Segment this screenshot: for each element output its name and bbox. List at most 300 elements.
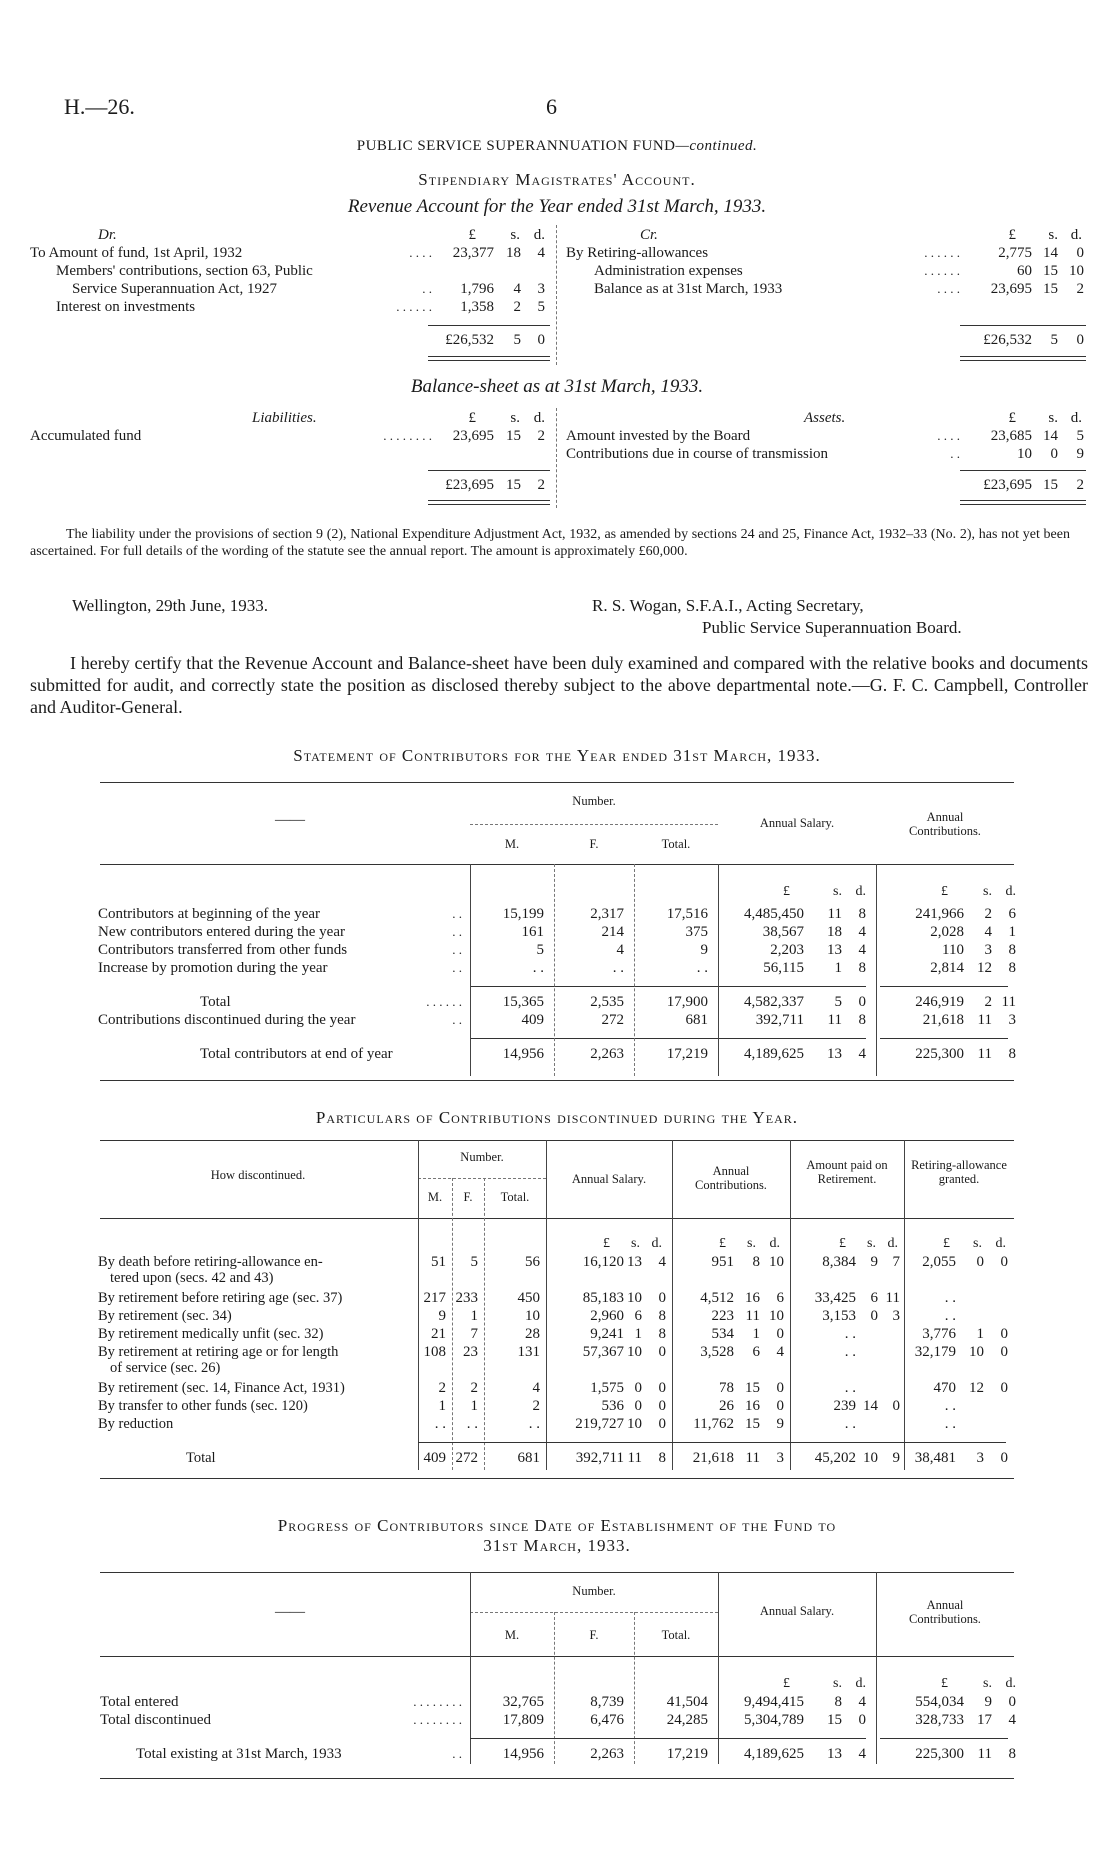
statement-row-label: Increase by promotion during the year <box>98 960 328 976</box>
cr-unit-pence: d. <box>1070 227 1082 243</box>
particulars-row-contrib-pounds: 21,618 <box>692 1450 734 1466</box>
particulars-row-contrib-pence: 10 <box>769 1254 784 1270</box>
particulars-unit-pounds: £ <box>839 1236 846 1251</box>
progress-title-line2: 31st March, 1933. <box>483 1536 631 1555</box>
particulars-row-total: 2 <box>532 1398 540 1414</box>
particulars-row-allowance-pounds: . . <box>944 1290 956 1306</box>
particulars-row-label: By retirement (sec. 34) <box>98 1308 232 1324</box>
statement-row-leader: . . . . . . <box>426 994 462 1009</box>
particulars-row-female: 5 <box>470 1254 478 1270</box>
particulars-row-salary-shillings: 10 <box>627 1344 642 1360</box>
particulars-row-male: 21 <box>431 1326 446 1342</box>
asset-row-shillings: 0 <box>1050 446 1058 462</box>
cr-total-pounds: £26,532 <box>983 332 1032 348</box>
particulars-row-paid-pounds: 45,202 <box>814 1450 856 1466</box>
particulars-unit-shillings: s. <box>631 1236 640 1251</box>
progress-total-header: Total. <box>661 1628 691 1642</box>
particulars-total-header: Total. <box>500 1190 530 1204</box>
dr-row-shillings: 2 <box>513 299 521 315</box>
particulars-row-allowance-pounds: 38,481 <box>914 1450 956 1466</box>
statement-salary-header: Annual Salary. <box>759 816 835 830</box>
statement-row-salary-pence: 4 <box>858 1046 866 1062</box>
cr-row-shillings: 15 <box>1043 281 1058 297</box>
progress-row-total: 17,219 <box>666 1746 708 1762</box>
cr-row-leader: . . . . . . <box>924 245 960 260</box>
cr-unit-shillings: s. <box>1048 227 1058 243</box>
liab-unit-pounds: £ <box>468 410 476 426</box>
progress-contrib-header: Annual Contributions. <box>909 1598 981 1626</box>
statement-total-header: Total. <box>661 837 691 851</box>
statement-row-salary-shillings: 5 <box>834 994 842 1010</box>
cr-row-pounds: 60 <box>1017 263 1032 279</box>
cr-row-pounds: 2,775 <box>998 245 1032 261</box>
cr-row-label: By Retiring-allowances <box>566 245 709 261</box>
particulars-row-paid-shillings: 14 <box>863 1398 878 1414</box>
liab-row-pence: 2 <box>537 428 545 444</box>
statement-body-divider <box>718 864 719 1076</box>
statement-final-rule2 <box>880 1038 1008 1039</box>
balance-title: Balance-sheet as at 31st March, 1933. <box>410 376 704 397</box>
statement-row-salary-pence: 4 <box>858 942 866 958</box>
particulars-row-salary-shillings: 13 <box>627 1254 642 1270</box>
liability-note <box>30 526 1070 560</box>
particulars-m-header: M. <box>427 1190 443 1204</box>
page-ref: H.—26. <box>64 94 135 119</box>
statement-sal-unit-pounds: £ <box>783 884 790 899</box>
dr-total-rule <box>428 325 550 326</box>
dr-total-shillings: 5 <box>513 332 521 348</box>
particulars-dash-divider <box>484 1178 485 1470</box>
particulars-row-contrib-shillings: 16 <box>745 1398 760 1414</box>
liab-row-label: Accumulated fund <box>30 428 142 444</box>
progress-row-total: 24,285 <box>666 1712 708 1728</box>
particulars-unit-pence: d. <box>995 1236 1006 1251</box>
statement-number-rule <box>470 824 718 825</box>
asset-row-label: Amount invested by the Board <box>566 428 751 444</box>
particulars-row-paid-shillings: 9 <box>870 1254 878 1270</box>
particulars-row-paid-pence: 0 <box>892 1398 900 1414</box>
cr-row-shillings: 14 <box>1043 245 1058 261</box>
particulars-header-bottom-rule <box>100 1218 1014 1219</box>
particulars-row-allowance-pence: 0 <box>1000 1326 1008 1342</box>
particulars-row-label: By retirement at retiring age or for length <box>98 1344 339 1360</box>
statement-con-unit-pence: d. <box>1005 884 1016 899</box>
particulars-row-salary-pounds: 2,960 <box>590 1308 624 1324</box>
particulars-row-salary-pence: 0 <box>658 1416 666 1432</box>
particulars-row-label: By retirement (sec. 14, Finance Act, 1931) <box>98 1380 345 1396</box>
particulars-row-paid-pounds: . . <box>844 1326 856 1342</box>
dr-row-pence: 4 <box>537 245 545 261</box>
asset-row-leader: . . <box>950 446 960 461</box>
asset-unit-pounds: £ <box>1008 410 1016 426</box>
particulars-row-allowance-shillings: 3 <box>976 1450 984 1466</box>
statement-row-salary-pounds: 56,115 <box>763 960 804 976</box>
statement-row-male: 15,365 <box>502 994 544 1010</box>
statement-row-leader: . . <box>452 960 462 975</box>
statement-row-salary-pence: 4 <box>858 924 866 940</box>
particulars-top-rule <box>100 1140 1014 1141</box>
dr-unit-pence: d. <box>533 227 545 243</box>
progress-row-contrib-shillings: 11 <box>977 1746 992 1762</box>
dr-total-double-rule <box>428 356 550 361</box>
particulars-row-salary-pounds: 16,120 <box>582 1254 624 1270</box>
cr-row-pence: 0 <box>1076 245 1084 261</box>
liab-total-pounds: £23,695 <box>445 477 494 493</box>
statement-row-male: . . <box>532 960 544 976</box>
particulars-row-salary-pounds: 1,575 <box>590 1380 624 1396</box>
particulars-row-allowance-pounds: 470 <box>933 1380 956 1396</box>
statement-row-label: Total contributors at end of year <box>200 1046 393 1062</box>
particulars-row-total: 56 <box>525 1254 540 1270</box>
particulars-row-salary-pence: 0 <box>658 1380 666 1396</box>
statement-row-total: 9 <box>700 942 708 958</box>
particulars-row-paid-pounds: . . <box>844 1416 856 1432</box>
asset-row-pounds: 23,685 <box>990 428 1032 444</box>
particulars-row-label-cont: of service (sec. 26) <box>110 1360 221 1376</box>
particulars-row-female: 23 <box>463 1344 478 1360</box>
statement-row-label: New contributors entered during the year <box>98 924 345 940</box>
statement-sal-unit-pence: d. <box>855 884 866 899</box>
statement-row-salary-pounds: 392,711 <box>755 1012 804 1028</box>
progress-row-contrib-shillings: 17 <box>977 1712 992 1728</box>
asset-row-leader: . . . . <box>937 428 960 443</box>
statement-body-divider <box>876 864 877 1076</box>
progress-dash: —— <box>275 1604 305 1620</box>
statement-bottom-rule <box>100 1080 1014 1081</box>
liab-total-shillings: 15 <box>506 477 521 493</box>
particulars-row-contrib-pounds: 4,512 <box>700 1290 734 1306</box>
asset-unit-pence: d. <box>1070 410 1082 426</box>
particulars-row-female: 7 <box>470 1326 478 1342</box>
particulars-row-salary-shillings: 0 <box>634 1380 642 1396</box>
cr-row-leader: . . . . <box>937 281 960 296</box>
particulars-row-contrib-pence: 10 <box>769 1308 784 1324</box>
statement-row-contrib-pence: 6 <box>1008 906 1016 922</box>
progress-col-divider <box>876 1572 877 1764</box>
statement-row-female: . . <box>612 960 624 976</box>
signer-line2: Public Service Superannuation Board. <box>702 618 962 637</box>
progress-title-line1: Progress of Contributors since Date of Establishment of the Fund to <box>277 1516 837 1535</box>
particulars-row-contrib-pence: 9 <box>776 1416 784 1432</box>
particulars-unit-shillings: s. <box>973 1236 982 1251</box>
particulars-row-male: 1 <box>438 1398 446 1414</box>
dr-row-label: Interest on investments <box>56 299 196 315</box>
dr-row-label: To Amount of fund, 1st April, 1932 <box>30 245 243 261</box>
statement-top-rule <box>100 782 1014 783</box>
statement-row-salary-shillings: 18 <box>827 924 842 940</box>
cr-total-double-rule <box>960 356 1086 361</box>
progress-row-salary-pounds: 4,189,625 <box>744 1746 804 1762</box>
audit-certificate <box>30 652 1088 718</box>
particulars-row-female: 272 <box>455 1450 478 1466</box>
progress-row-leader: . . <box>452 1746 462 1761</box>
statement-row-total: 17,900 <box>666 994 708 1010</box>
statement-row-salary-pence: 8 <box>858 960 866 976</box>
particulars-row-paid-pounds: 3,153 <box>822 1308 856 1324</box>
statement-row-salary-shillings: 11 <box>827 906 842 922</box>
asset-row-shillings: 14 <box>1043 428 1058 444</box>
balance-center-divider <box>556 408 557 508</box>
page-number: 6 <box>546 94 557 119</box>
cr-row-pence: 2 <box>1076 281 1084 297</box>
particulars-unit-shillings: s. <box>867 1236 876 1251</box>
statement-row-female: 4 <box>616 942 624 958</box>
progress-row-total: 41,504 <box>666 1694 708 1710</box>
particulars-row-total: . . <box>528 1416 540 1432</box>
statement-row-leader: . . <box>452 906 462 921</box>
progress-row-salary-pounds: 9,494,415 <box>744 1694 804 1710</box>
statement-row-contrib-pounds: 2,814 <box>930 960 964 976</box>
liability-note-text: The liability under the provisions of section 9 (2), National Expenditure Adjustment Act, 1932, as amended by sections 24 and 25, Finance Act, 1932–33 (No. 2), has not yet been ascertained. For full details of the wording of the statute see the annual report. The amount is approximately £60,000. <box>30 527 1070 559</box>
progress-m-header: M. <box>504 1628 520 1642</box>
cr-row-label: Balance as at 31st March, 1933 <box>594 281 783 297</box>
statement-row-salary-pence: 8 <box>858 1012 866 1028</box>
progress-con-unit-shillings: s. <box>983 1676 992 1691</box>
particulars-row-salary-pence: 0 <box>658 1398 666 1414</box>
particulars-row-label: By transfer to other funds (sec. 120) <box>98 1398 308 1414</box>
fund-title-suffix: —continued. <box>675 138 758 154</box>
statement-body-dash-divider <box>634 864 635 1076</box>
particulars-row-salary-pounds: 85,183 <box>582 1290 624 1306</box>
particulars-unit-pence: d. <box>769 1236 780 1251</box>
particulars-unit-pence: d. <box>651 1236 662 1251</box>
progress-col-divider <box>718 1572 719 1764</box>
liab-row-shillings: 15 <box>506 428 521 444</box>
statement-f-header: F. <box>589 837 599 851</box>
particulars-row-salary-pounds: 536 <box>601 1398 624 1414</box>
progress-total-rule2 <box>880 1738 1008 1739</box>
progress-con-unit-pounds: £ <box>941 1676 948 1691</box>
statement-subtotal-rule <box>470 986 866 987</box>
particulars-row-male: 409 <box>423 1450 446 1466</box>
statement-row-leader: . . <box>452 1012 462 1027</box>
particulars-contrib-header: Annual Contributions. <box>695 1164 767 1192</box>
audit-certificate-text: I hereby certify that the Revenue Account and Balance-sheet have been duly examined and compared with the relative books and documents submitted for audit, and correctly state the position as disclosed thereby subject to the above departmental note.—G. F. C. Campbell, Controller and Auditor-General. <box>30 653 1088 717</box>
particulars-row-salary-pence: 0 <box>658 1290 666 1306</box>
particulars-row-label: By retirement medically unfit (sec. 32) <box>98 1326 324 1342</box>
progress-row-label: Total entered <box>100 1694 179 1710</box>
statement-row-contrib-shillings: 4 <box>984 924 992 940</box>
asset-row-label: Contributions due in course of transmission <box>566 446 829 462</box>
fund-title <box>0 138 1114 155</box>
statement-title: Statement of Contributors for the Year ended 31st March, 1933. <box>293 746 821 765</box>
particulars-row-contrib-pounds: 26 <box>719 1398 734 1414</box>
signer-line1: R. S. Wogan, S.F.A.I., Acting Secretary, <box>592 596 864 615</box>
liab-row-leader: . . . . . . . . <box>383 428 432 443</box>
particulars-row-female: 233 <box>455 1290 478 1306</box>
particulars-unit-pounds: £ <box>943 1236 950 1251</box>
progress-row-salary-pence: 0 <box>858 1712 866 1728</box>
particulars-row-female: 1 <box>470 1398 478 1414</box>
dr-row-shillings: 4 <box>513 281 521 297</box>
asset-unit-shillings: s. <box>1048 410 1058 426</box>
particulars-row-salary-pence: 8 <box>658 1326 666 1342</box>
statement-row-contrib-pence: 8 <box>1008 960 1016 976</box>
cr-unit-pounds: £ <box>1008 227 1016 243</box>
particulars-row-male: 108 <box>423 1344 446 1360</box>
statement-row-contrib-pence: 11 <box>1001 994 1016 1010</box>
statement-row-contrib-pence: 3 <box>1008 1012 1016 1028</box>
cr-row-pence: 10 <box>1069 263 1084 279</box>
particulars-row-allowance-pounds: . . <box>944 1308 956 1324</box>
particulars-row-paid-pounds: 8,384 <box>822 1254 856 1270</box>
statement-dash: —— <box>275 812 305 828</box>
asset-total-shillings: 15 <box>1043 477 1058 493</box>
particulars-row-paid-pounds: 239 <box>833 1398 856 1414</box>
cr-row-pounds: 23,695 <box>990 281 1032 297</box>
progress-con-unit-pence: d. <box>1005 1676 1016 1691</box>
cr-row-label: Administration expenses <box>594 263 743 279</box>
particulars-row-salary-shillings: 11 <box>627 1450 642 1466</box>
dr-unit-pounds: £ <box>468 227 476 243</box>
revenue-center-divider <box>556 225 557 365</box>
particulars-row-contrib-pence: 6 <box>776 1290 784 1306</box>
particulars-row-paid-pounds: 33,425 <box>814 1290 856 1306</box>
statement-m-header: M. <box>504 837 520 851</box>
statement-row-salary-pence: 0 <box>858 994 866 1010</box>
particulars-row-paid-shillings: 10 <box>863 1450 878 1466</box>
particulars-row-allowance-pence: 0 <box>1000 1380 1008 1396</box>
particulars-row-salary-pence: 8 <box>658 1308 666 1324</box>
asset-total-double-rule <box>960 500 1086 505</box>
cr-label: Cr. <box>640 227 658 243</box>
particulars-row-contrib-pounds: 78 <box>719 1380 734 1396</box>
particulars-row-allowance-pence: 0 <box>1000 1344 1008 1360</box>
particulars-allow-header: Retiring-allowance granted. <box>911 1158 1007 1186</box>
particulars-row-allowance-shillings: 10 <box>969 1344 984 1360</box>
particulars-row-allowance-shillings: 1 <box>976 1326 984 1342</box>
dr-row-pounds: 1,358 <box>460 299 494 315</box>
liab-total-pence: 2 <box>537 477 545 493</box>
statement-row-female: 272 <box>601 1012 624 1028</box>
particulars-row-contrib-pence: 0 <box>776 1398 784 1414</box>
particulars-salary-header: Annual Salary. <box>571 1172 647 1186</box>
particulars-row-allowance-pence: 0 <box>1000 1450 1008 1466</box>
particulars-row-allowance-pounds: . . <box>944 1398 956 1414</box>
statement-row-contrib-pounds: 2,028 <box>930 924 964 940</box>
particulars-row-paid-pounds: . . <box>844 1380 856 1396</box>
particulars-row-contrib-shillings: 16 <box>745 1290 760 1306</box>
particulars-row-label: By retirement before retiring age (sec. 37) <box>98 1290 343 1306</box>
particulars-row-salary-pounds: 9,241 <box>590 1326 624 1342</box>
statement-row-male: 409 <box>521 1012 544 1028</box>
statement-final-rule <box>470 1038 866 1039</box>
particulars-row-allowance-shillings: 0 <box>976 1254 984 1270</box>
particulars-row-salary-shillings: 0 <box>634 1398 642 1414</box>
progress-row-contrib-pounds: 554,034 <box>915 1694 964 1710</box>
particulars-unit-pounds: £ <box>719 1236 726 1251</box>
statement-row-contrib-shillings: 11 <box>977 1012 992 1028</box>
progress-row-contrib-pence: 8 <box>1008 1746 1016 1762</box>
statement-number-header: Number. <box>572 794 616 808</box>
statement-sal-unit-shillings: s. <box>833 884 842 899</box>
particulars-row-salary-shillings: 10 <box>627 1416 642 1432</box>
statement-row-contrib-pounds: 225,300 <box>915 1046 964 1062</box>
statement-row-female: 2,317 <box>590 906 624 922</box>
particulars-number-rule <box>418 1178 546 1179</box>
statement-row-salary-pounds: 2,203 <box>770 942 804 958</box>
statement-row-salary-pounds: 4,485,450 <box>744 906 804 922</box>
particulars-row-contrib-shillings: 1 <box>752 1326 760 1342</box>
progress-row-salary-pounds: 5,304,789 <box>744 1712 804 1728</box>
particulars-row-allowance-shillings: 12 <box>969 1380 984 1396</box>
particulars-unit-shillings: s. <box>747 1236 756 1251</box>
particulars-row-allowance-pounds: 32,179 <box>914 1344 956 1360</box>
particulars-row-label: By death before retiring-allowance en- <box>98 1254 323 1270</box>
statement-row-female: 2,535 <box>590 994 624 1010</box>
dr-row-pence: 3 <box>537 281 545 297</box>
statement-row-male: 5 <box>536 942 544 958</box>
particulars-total-rule <box>418 1442 1006 1443</box>
particulars-row-contrib-pence: 3 <box>776 1450 784 1466</box>
statement-row-male: 14,956 <box>502 1046 544 1062</box>
particulars-row-female: 1 <box>470 1308 478 1324</box>
progress-bottom-rule <box>100 1778 1014 1779</box>
statement-row-salary-shillings: 11 <box>827 1012 842 1028</box>
statement-row-salary-pounds: 38,567 <box>762 924 804 940</box>
liab-row-pounds: 23,695 <box>452 428 494 444</box>
particulars-row-contrib-pence: 0 <box>776 1326 784 1342</box>
dr-row-pounds: 23,377 <box>452 245 494 261</box>
progress-row-leader: . . . . . . . . <box>413 1694 462 1709</box>
progress-row-female: 8,739 <box>590 1694 624 1710</box>
dr-row-leader: . . <box>422 281 432 296</box>
progress-sal-unit-pounds: £ <box>783 1676 790 1691</box>
asset-total-rule <box>960 470 1086 471</box>
statement-row-contrib-shillings: 12 <box>977 960 992 976</box>
particulars-row-salary-shillings: 10 <box>627 1290 642 1306</box>
statement-row-salary-pounds: 4,189,625 <box>744 1046 804 1062</box>
dr-row-leader: . . . . <box>409 245 432 260</box>
particulars-row-total: 681 <box>517 1450 540 1466</box>
dr-row-pounds: 1,796 <box>460 281 494 297</box>
dr-row-label: Service Superannuation Act, 1927 <box>72 281 277 297</box>
particulars-paid-header: Amount paid on Retirement. <box>806 1158 888 1186</box>
liab-unit-shillings: s. <box>510 410 520 426</box>
statement-row-total: . . <box>696 960 708 976</box>
statement-row-salary-shillings: 13 <box>827 1046 842 1062</box>
statement-row-label: Contributions discontinued during the year <box>98 1012 356 1028</box>
progress-sal-unit-shillings: s. <box>833 1676 842 1691</box>
asset-row-pence: 9 <box>1076 446 1084 462</box>
particulars-row-salary-pounds: 57,367 <box>582 1344 624 1360</box>
statement-row-contrib-pence: 8 <box>1008 942 1016 958</box>
statement-row-contrib-shillings: 2 <box>984 906 992 922</box>
particulars-row-salary-pence: 4 <box>658 1254 666 1270</box>
particulars-row-allowance-pounds: . . <box>944 1416 956 1432</box>
statement-row-leader: . . <box>452 924 462 939</box>
progress-row-leader: . . . . . . . . <box>413 1712 462 1727</box>
dr-row-shillings: 18 <box>506 245 521 261</box>
statement-row-female: 2,263 <box>590 1046 624 1062</box>
particulars-row-contrib-pence: 0 <box>776 1380 784 1396</box>
statement-row-leader: . . <box>452 942 462 957</box>
particulars-row-contrib-shillings: 11 <box>745 1308 760 1324</box>
progress-number-header: Number. <box>572 1584 616 1598</box>
cr-total-shillings: 5 <box>1050 332 1058 348</box>
statement-row-male: 161 <box>521 924 544 940</box>
cr-total-rule <box>960 325 1086 326</box>
particulars-row-contrib-pounds: 223 <box>711 1308 734 1324</box>
progress-sal-unit-pence: d. <box>855 1676 866 1691</box>
progress-row-male: 14,956 <box>502 1746 544 1762</box>
cr-total-pence: 0 <box>1076 332 1084 348</box>
liab-total-double-rule <box>428 500 550 505</box>
progress-salary-header: Annual Salary. <box>759 1604 835 1618</box>
progress-row-label: Total existing at 31st March, 1933 <box>136 1746 342 1762</box>
dr-row-leader: . . . . . . <box>396 299 432 314</box>
particulars-row-total: 10 <box>525 1308 540 1324</box>
